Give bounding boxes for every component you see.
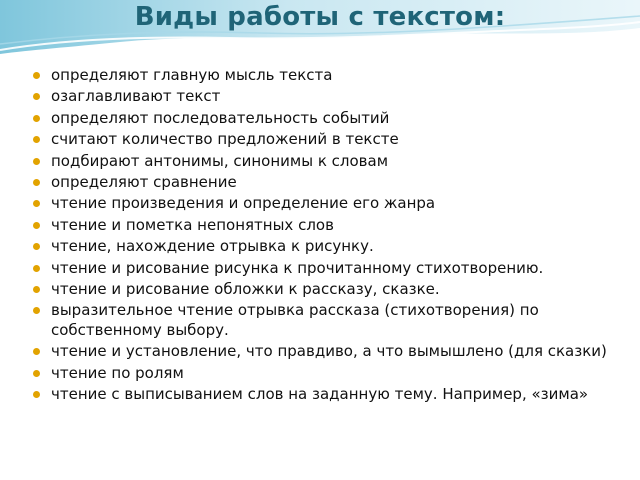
list-item <box>33 364 613 384</box>
list-item-text: чтение и пометка непонятных слов <box>51 215 334 234</box>
list-item-text: озаглавливают текст <box>51 87 221 106</box>
circle-bullet-icon <box>33 93 40 100</box>
circle-bullet-icon <box>33 391 40 398</box>
circle-bullet-icon <box>33 136 40 143</box>
list-item-text: чтение произведения и определение его жанра <box>51 194 436 213</box>
circle-bullet-icon <box>33 200 40 207</box>
list-item <box>33 385 613 405</box>
circle-bullet-icon <box>33 243 40 250</box>
list-item <box>33 87 613 107</box>
list-item <box>33 280 613 300</box>
list-item <box>33 173 613 193</box>
list-item-text: чтение по ролям <box>51 363 184 382</box>
circle-bullet-icon <box>33 158 40 165</box>
list-item <box>33 109 613 129</box>
list-item <box>33 216 613 236</box>
list-item <box>33 130 613 150</box>
list-item-text: чтение и рисование обложки к рассказу, сказке. <box>51 279 440 298</box>
circle-bullet-icon <box>33 370 40 377</box>
circle-bullet-icon <box>33 307 40 314</box>
bullet-list <box>33 66 613 406</box>
list-item-text: подбирают антонимы, синонимы к словам <box>51 151 389 170</box>
list-item <box>33 342 613 362</box>
list-item-text: чтение с выписыванием слов на заданную тему. Например, «зима» <box>51 384 589 403</box>
list-item-text: определяют главную мысль текста <box>51 66 333 84</box>
list-item-text: чтение и рисование рисунка к прочитанному стихотворению. <box>51 258 544 277</box>
circle-bullet-icon <box>33 72 40 79</box>
circle-bullet-icon <box>33 115 40 122</box>
list-item-text: выразительное чтение отрывка рассказа (стихотворения) по собственному выбору. <box>51 301 539 339</box>
circle-bullet-icon <box>33 265 40 272</box>
list-item-text: считают количество предложений в тексте <box>51 130 399 149</box>
circle-bullet-icon <box>33 179 40 186</box>
list-item <box>33 259 613 279</box>
circle-bullet-icon <box>33 222 40 229</box>
circle-bullet-icon <box>33 348 40 355</box>
list-item-text: чтение и установление, что правдиво, а что вымышлено (для сказки) <box>51 342 607 361</box>
list-item <box>33 194 613 214</box>
list-item <box>33 66 613 86</box>
list-item <box>33 237 613 257</box>
list-item-text: определяют сравнение <box>51 172 237 191</box>
circle-bullet-icon <box>33 286 40 293</box>
list-item-text: определяют последовательность событий <box>51 108 390 127</box>
list-item <box>33 301 613 340</box>
list-item-text: чтение, нахождение отрывка к рисунку. <box>51 237 374 256</box>
slide-title: Виды работы с текстом: <box>134 2 506 32</box>
list-item <box>33 152 613 172</box>
